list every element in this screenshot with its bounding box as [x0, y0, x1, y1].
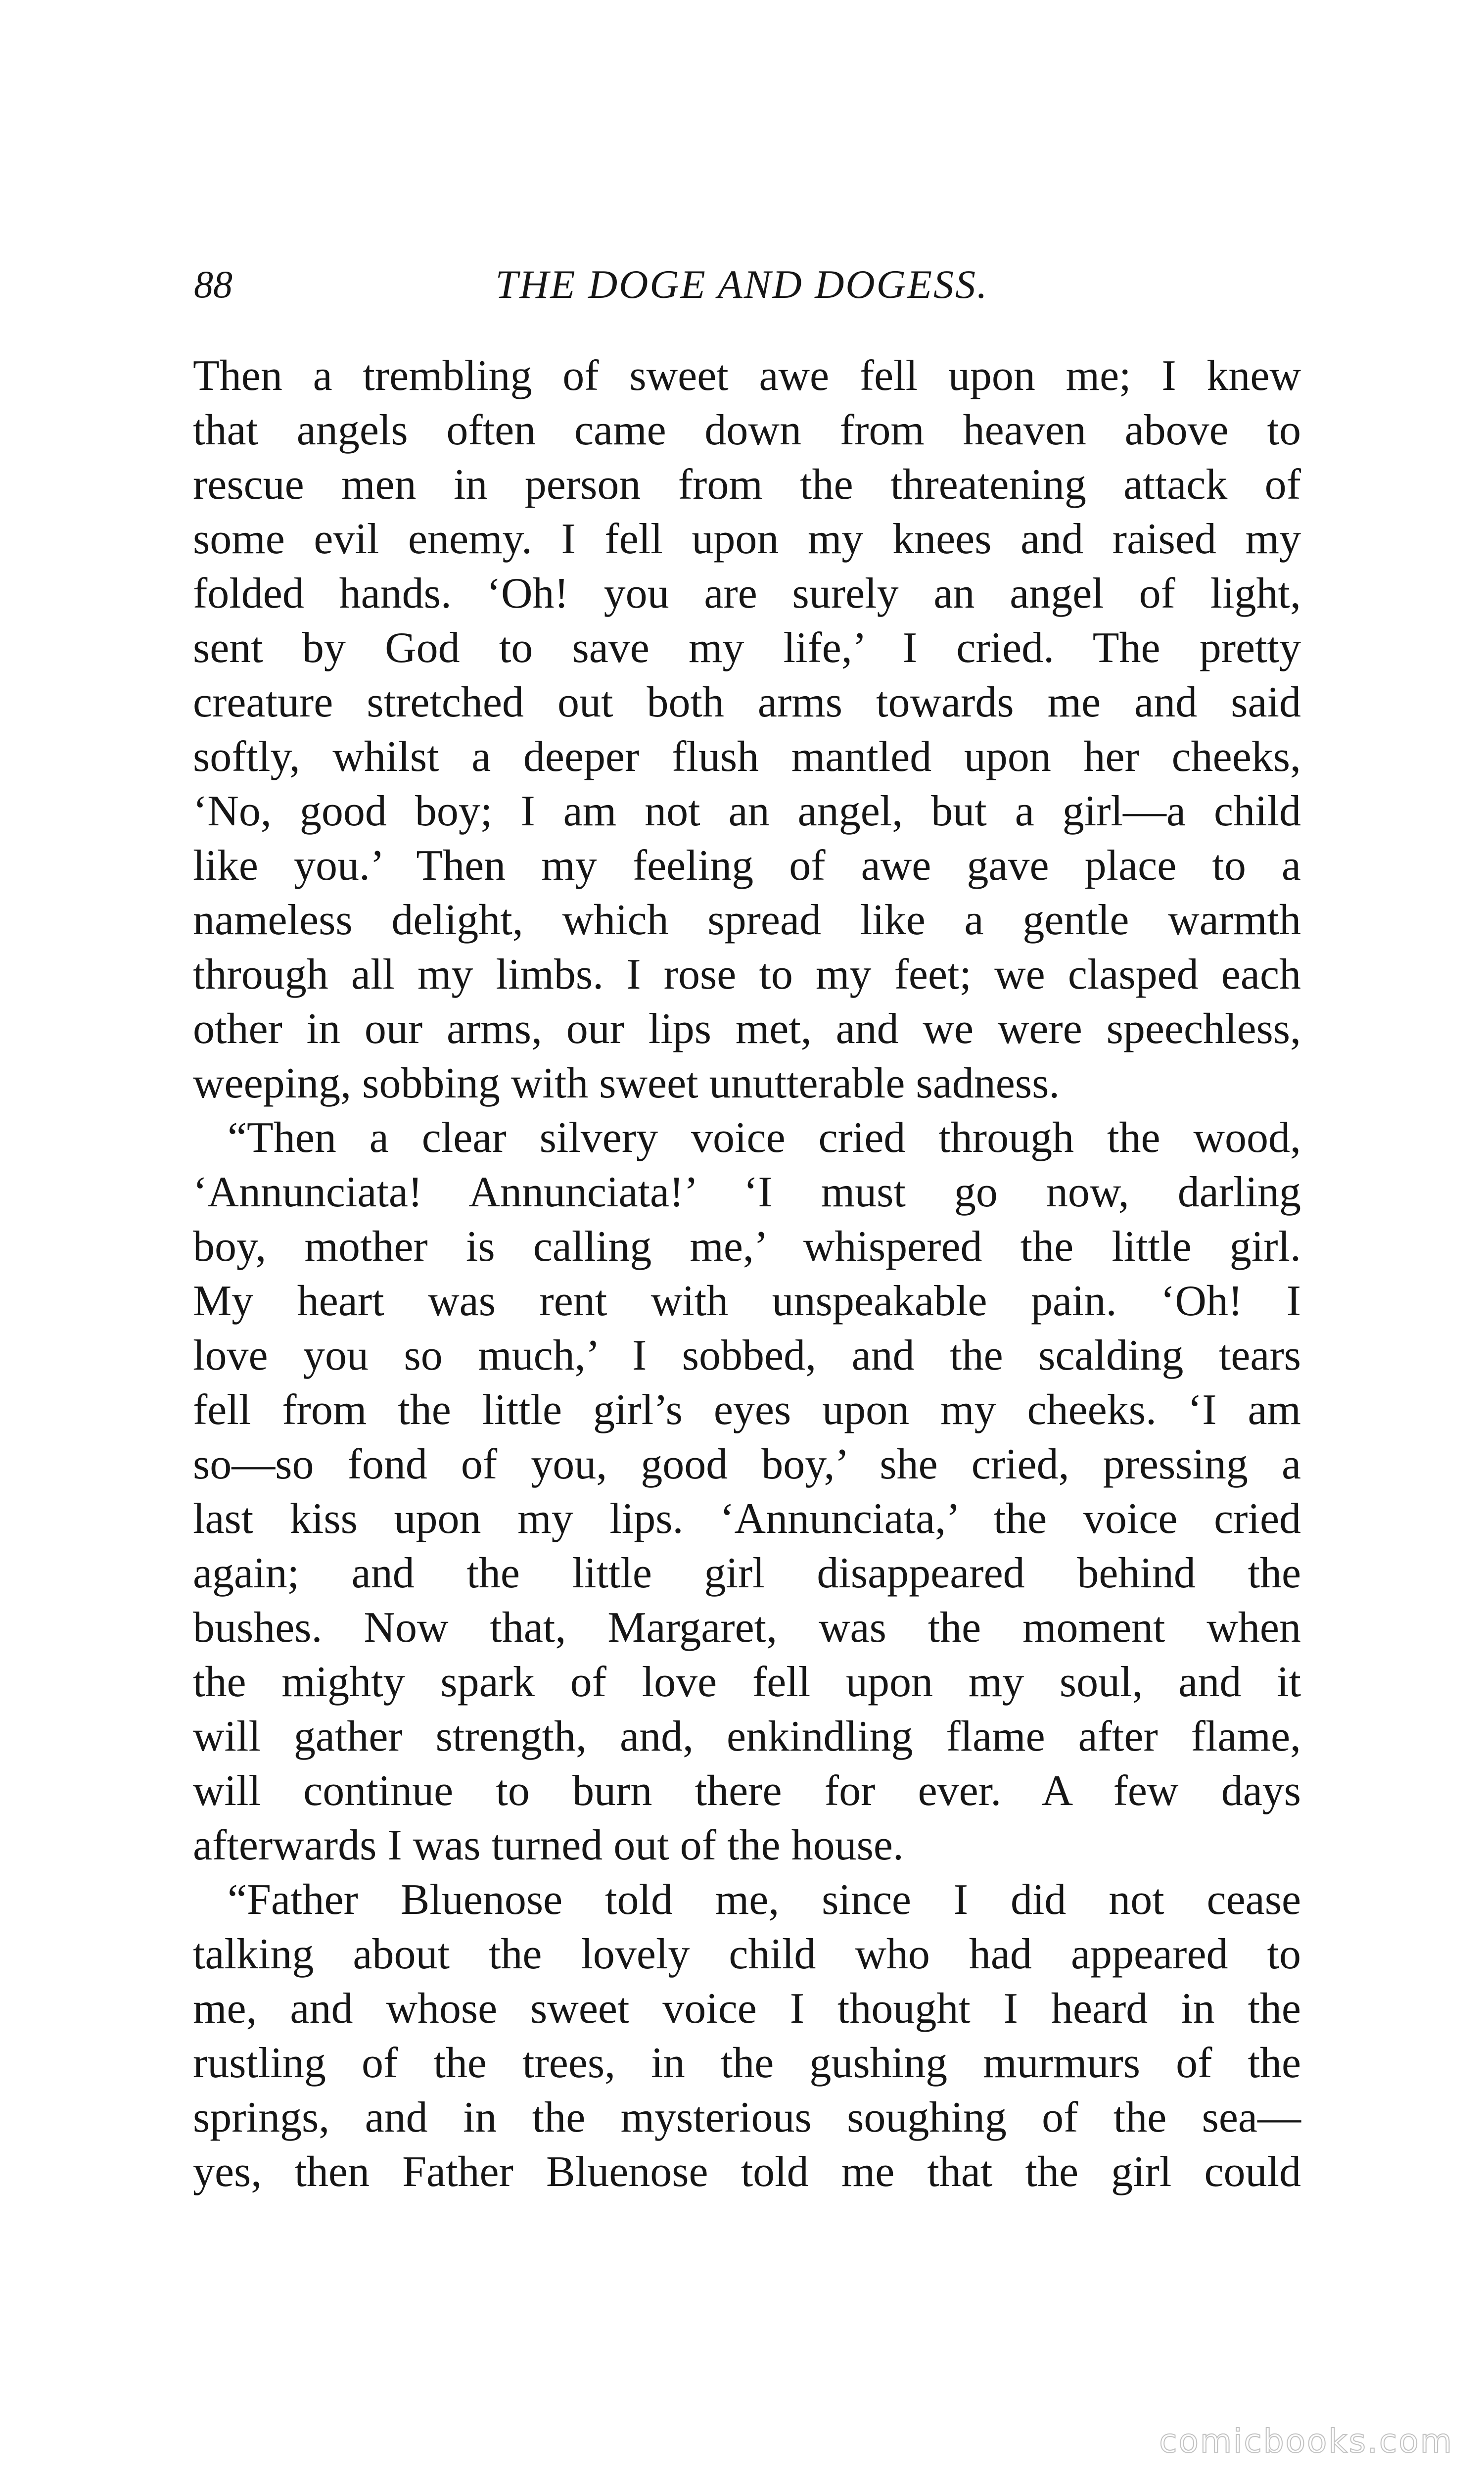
text-line: afterwards I was turned out of the house.	[193, 1821, 904, 1869]
text-line: softly, whilst a deeper flush mantled upon her cheeks,	[193, 733, 1301, 781]
watermark: comicbooks.com	[1159, 2422, 1453, 2460]
text-line: like you.’ Then my feeling of awe gave place to a	[193, 842, 1301, 890]
body-text	[193, 349, 1301, 2199]
text-line: through all my limbs. I rose to my feet; we clasped each	[193, 951, 1301, 999]
page-number: 88	[194, 263, 232, 306]
text-line: ‘Annunciata! Annunciata!’ ‘I must go now, darling	[193, 1168, 1301, 1216]
text-line: yes, then Father Bluenose told me that the girl could	[193, 2148, 1301, 2196]
text-line: will continue to burn there for ever. A few days	[193, 1767, 1301, 1815]
text-line: so—so fond of you, good boy,’ she cried, pressing a	[193, 1440, 1301, 1488]
running-title: THE DOGE AND DOGESS.	[495, 262, 989, 307]
text-line: sent by God to save my life,’ I cried. The pretty	[193, 624, 1301, 672]
text-line: last kiss upon my lips. ‘Annunciata,’ the voice cried	[193, 1495, 1301, 1543]
text-line: talking about the lovely child who had appeared to	[193, 1930, 1301, 1978]
text-line: some evil enemy. I fell upon my knees and raised my	[193, 515, 1301, 563]
text-line: bushes. Now that, Margaret, was the moment when	[193, 1604, 1301, 1652]
text-line: me, and whose sweet voice I thought I heard in the	[193, 1985, 1301, 2033]
text-line: other in our arms, our lips met, and we were speechless,	[193, 1005, 1301, 1053]
text-line: springs, and in the mysterious soughing of the sea—	[193, 2093, 1301, 2141]
text-line: “Father Bluenose told me, since I did not cease	[228, 1876, 1301, 1924]
text-line: ‘No, good boy; I am not an angel, but a girl—a child	[193, 787, 1301, 835]
text-line: creature stretched out both arms towards me and said	[193, 678, 1301, 726]
text-line: nameless delight, which spread like a gentle warmth	[193, 896, 1301, 944]
text-line: the mighty spark of love fell upon my soul, and it	[193, 1658, 1301, 1706]
running-head	[0, 257, 1484, 312]
text-line: My heart was rent with unspeakable pain. ‘Oh! I	[193, 1277, 1301, 1325]
text-line: love you so much,’ I sobbed, and the scalding tears	[193, 1332, 1301, 1380]
text-line: weeping, sobbing with sweet unutterable sadness.	[193, 1059, 1060, 1107]
text-line: that angels often came down from heaven above to	[193, 406, 1301, 454]
text-line: again; and the little girl disappeared behind the	[193, 1549, 1301, 1597]
text-line: “Then a clear silvery voice cried through the wood,	[228, 1114, 1301, 1162]
text-line: rustling of the trees, in the gushing murmurs of the	[193, 2039, 1301, 2087]
text-line: rescue men in person from the threatening attack of	[193, 461, 1301, 509]
text-line: fell from the little girl’s eyes upon my cheeks. ‘I am	[193, 1386, 1301, 1434]
text-line: will gather strength, and, enkindling flame after flame,	[193, 1713, 1301, 1760]
text-line: Then a trembling of sweet awe fell upon me; I knew	[193, 352, 1301, 400]
text-line: boy, mother is calling me,’ whispered the little girl.	[193, 1223, 1301, 1271]
text-line: folded hands. ‘Oh! you are surely an angel of light,	[193, 570, 1301, 618]
